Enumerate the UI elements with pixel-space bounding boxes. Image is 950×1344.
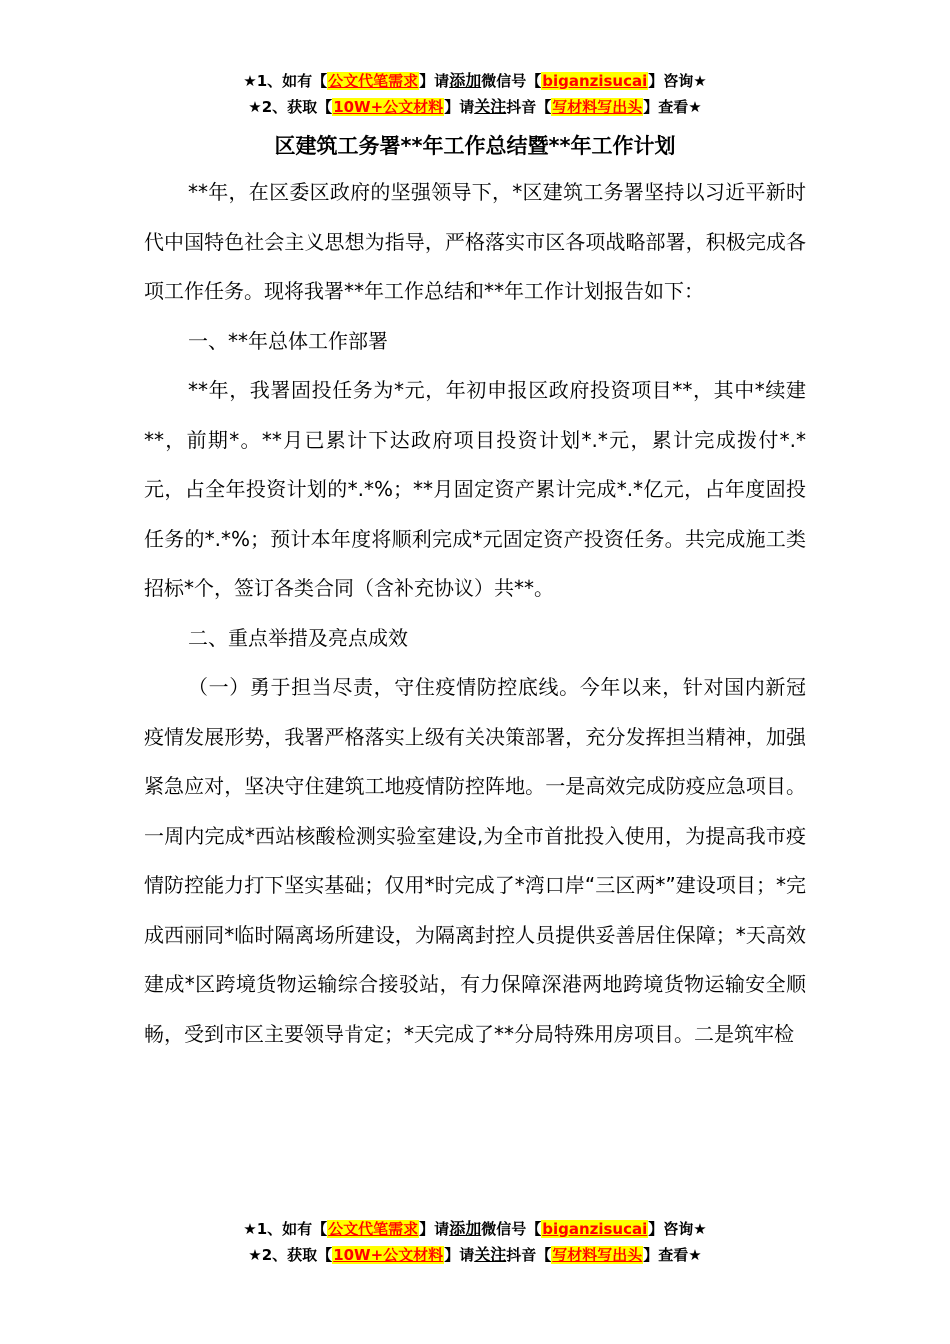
promo-text: 微信号【	[481, 72, 542, 90]
promo-line-2	[0, 1242, 950, 1268]
promo-line-2	[0, 94, 950, 120]
promo-text: ★1、如有【	[243, 72, 328, 90]
promo-text: 】查看★	[643, 98, 702, 116]
promo-text: 】请	[444, 98, 475, 116]
promo-highlight: 10W+公文材料	[333, 98, 444, 116]
promo-text: 抖音【	[506, 1246, 552, 1264]
promo-banner-top	[0, 68, 950, 120]
intro-paragraph: **年，在区委区政府的坚强领导下，*区建筑工务署坚持以习近平新时代中国特色社会主义思想为指导，严格落实市区各项战略部署，积极完成各项工作任务。现将我署**年工作总结和**年工作计划报告如下：	[144, 180, 806, 303]
section-1-paragraph: **年，我署固投任务为*元，年初申报区政府投资项目**，其中*续建**，前期*。**月已累计下达政府项目投资计划*.*元，累计完成拨付*.*元，占全年投资计划的*.*%；**月固定资产累计完成*.*亿元，占年度固投任务的*.*%；预计本年度将顺利完成*元固定资产投资任务。共完成施工类招标*个，签订各类合同（含补充协议）共**。	[144, 378, 806, 600]
promo-highlight: biganzisucai	[542, 1220, 648, 1238]
promo-text: 】查看★	[643, 1246, 702, 1264]
section-1-heading: 一、**年总体工作部署	[188, 328, 388, 353]
promo-underlined-text: 添加	[449, 71, 482, 90]
promo-highlight: 10W+公文材料	[333, 1246, 444, 1264]
promo-text: 】请	[444, 1246, 475, 1264]
promo-highlight: 公文代笔需求	[328, 72, 419, 90]
promo-banner-bottom	[0, 1216, 950, 1268]
promo-line-1	[0, 68, 950, 94]
section-2-paragraph: （一）勇于担当尽责，守住疫情防控底线。今年以来，针对国内新冠疫情发展形势，我署严格落实上级有关决策部署，充分发挥担当精神，加强紧急应对，坚决守住建筑工地疫情防控阵地。一是高效完成防疫应急项目。一周内完成*西站核酸检测实验室建设,为全市首批投入使用，为提高我市疫情防控能力打下坚实基础；仅用*时完成了*湾口岸“三区两*”建设项目；*完成西丽同*临时隔离场所建设，为隔离封控人员提供妥善居住保障；*天高效建成*区跨境货物运输综合接驳站，有力保障深港两地跨境货物运输安全顺畅，受到市区主要领导肯定；*天完成了**分局特殊用房项目。二是筑牢检	[144, 675, 806, 1046]
promo-text: ★2、获取【	[248, 98, 333, 116]
document-title: 区建筑工务署**年工作总结暨**年工作计划	[274, 134, 676, 158]
promo-text: 】请	[419, 1220, 450, 1238]
promo-highlight: biganzisucai	[542, 72, 648, 90]
promo-text: 抖音【	[506, 98, 552, 116]
promo-text: 微信号【	[481, 1220, 542, 1238]
promo-underlined-text: 关注	[474, 97, 507, 116]
document-body	[144, 124, 806, 1059]
promo-underlined-text: 关注	[474, 1245, 507, 1264]
promo-line-1	[0, 1216, 950, 1242]
promo-highlight: 写材料写出头	[552, 1246, 643, 1264]
promo-text: ★1、如有【	[243, 1220, 328, 1238]
promo-text: 】咨询★	[648, 1220, 707, 1238]
promo-highlight: 公文代笔需求	[328, 1220, 419, 1238]
promo-text: 】请	[419, 72, 450, 90]
promo-text: 】咨询★	[648, 72, 707, 90]
promo-underlined-text: 添加	[449, 1219, 482, 1238]
promo-text: ★2、获取【	[248, 1246, 333, 1264]
promo-highlight: 写材料写出头	[552, 98, 643, 116]
section-2-heading: 二、重点举措及亮点成效	[188, 625, 408, 650]
